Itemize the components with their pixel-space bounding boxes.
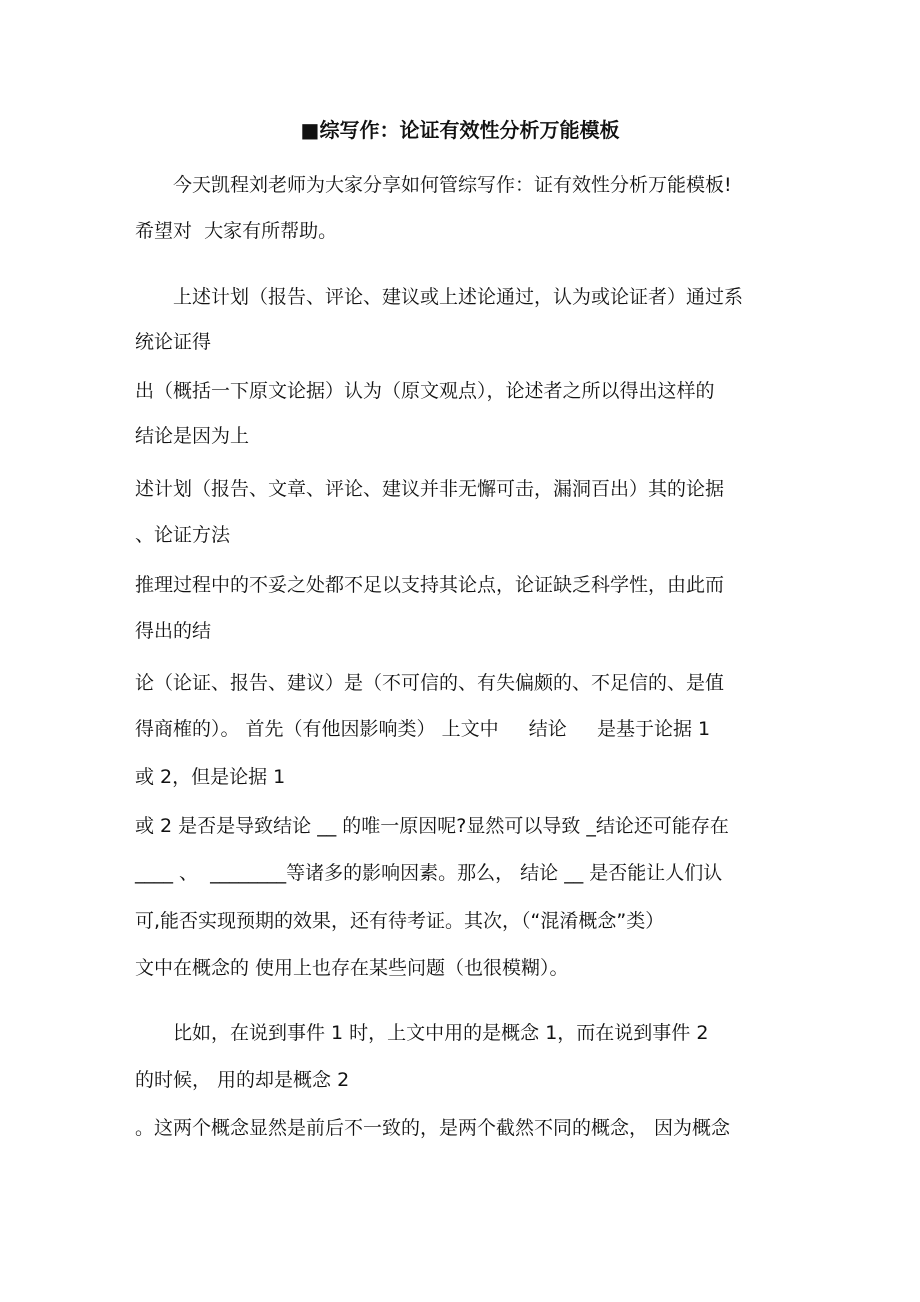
text-line: 希望对 大家有所帮助。 [135, 220, 338, 242]
text-line: 的时候， 用的却是概念 2 [135, 1069, 350, 1091]
text-line: 述计划（报告、文章、评论、建议并非无懈可击，漏洞百出）其的论据 [135, 478, 725, 500]
text-line: 。这两个概念显然是前后不一致的，是两个截然不同的概念， 因为概念 [135, 1117, 731, 1139]
text-line: 、论证方法 [135, 524, 231, 546]
document-title: ■综写作：论证有效性分析万能模板 [300, 118, 620, 142]
text-line: 得商榷的）。 首先（有他因影响类） 上文中 结论 是基于论据 1 [135, 718, 711, 740]
text-line: 文中在概念的 使用上也存在某些问题（也很模糊）。 [135, 957, 569, 979]
text-line: 结论是因为上 [135, 425, 250, 447]
text-line: 今天凯程刘老师为大家分享如何管综写作：证有效性分析万能模板! [173, 174, 732, 196]
text-line: 或 2，但是论据 1 [135, 766, 286, 788]
text-line: 比如，在说到事件 1 时，上文中用的是概念 1，而在说到事件 2 [173, 1022, 709, 1044]
text-line: 或 2 是否是导致结论 __ 的唯一原因呢?显然可以导致 _结论还可能存在 [135, 815, 729, 837]
text-line: 推理过程中的不妥之处都不足以支持其论点，论证缺乏科学性，由此而 [135, 574, 725, 596]
text-line: 论（论证、报告、建议）是（不可信的、有失偏颇的、不足信的、是值 [135, 672, 725, 694]
text-line: 统论证得 [135, 331, 212, 353]
text-line: 出（概括一下原文论据）认为（原文观点），论述者之所以得出这样的 [135, 380, 715, 402]
text-line: 上述计划（报告、评论、建议或上述论通过，认为或论证者）通过系 [173, 286, 744, 308]
text-line: 可,能否实现预期的效果，还有待考证。其次，（“混淆概念”类） [135, 910, 665, 932]
text-line: ____ 、 ________等诸多的影响因素。那么， 结论 __ 是否能让人们认 [135, 862, 723, 884]
text-line: 得出的结 [135, 620, 212, 642]
